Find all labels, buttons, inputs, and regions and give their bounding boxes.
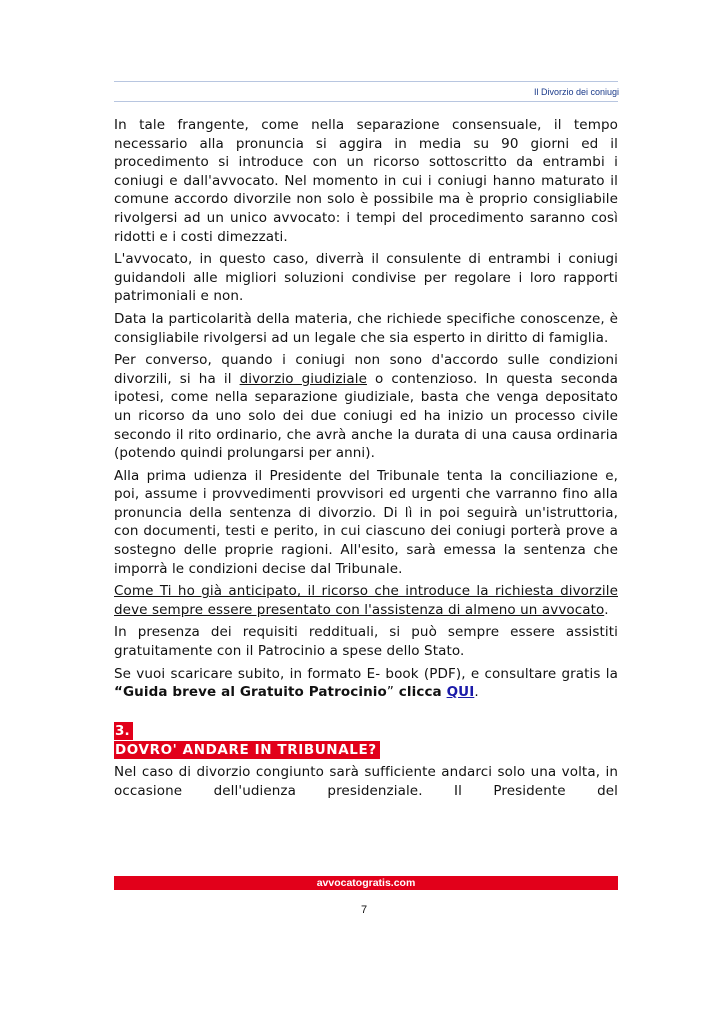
- quote-open: “: [114, 684, 123, 701]
- page-content: [114, 116, 618, 805]
- paragraph-8: [114, 665, 618, 702]
- paragraph-4-text-b: o contenzioso. In questa seconda ipotesi, come nella separazione giudiziale, basta che venga depositato un ricorso da uno solo dei due coniugi ed ha inizio un processo civile secondo il rito ordinario, che avrà anche la durata di una causa ordinaria (potendo quindi prolungarsi per anni).: [114, 370, 618, 462]
- paragraph-5: Alla prima udienza il Presidente del Tribunale tenta la conciliazione e, poi, assume i provvedimenti provvisori ed urgenti che varranno fino alla pronuncia della sentenza di divorzio. Di lì in poi seguirà un'istruttoria, con documenti, testi e perito, in cui ciascuno dei coniugi porterà prove a sostegno delle proprie ragioni. All'esito, sarà emessa la sentenza che imporrà le condizioni decise dal Tribunale.: [114, 467, 618, 577]
- divorzio-giudiziale-link[interactable]: divorzio giudiziale: [239, 370, 367, 387]
- paragraph-2: L'avvocato, in questo caso, diverrà il consulente di entrambi i coniugi guidandoli alle migliori soluzioni condivise per regolare i loro rapporti patrimoniali e non.: [114, 251, 618, 305]
- paragraph-6-end: .: [604, 601, 609, 618]
- section-number: 3.: [114, 722, 133, 740]
- running-header-title: Il Divorzio dei coniugi: [533, 87, 619, 97]
- paragraph-1: In tale frangente, come nella separazione consensuale, il tempo necessario alla pronuncia si aggira in media su 90 giorni ed il procedimento si introduce con un ricorso sottoscritto da entrambi i coniugi e dall'avvocato. Nel momento in cui i coniugi hanno maturato il comune accordo divorzile non solo è possibile ma è proprio consigliabile rivolgersi ad un unico avvocato: i tempi del procedimento saranno così ridotti e i costi dimezzati.: [114, 117, 618, 245]
- paragraph-8-text-a: Se vuoi scaricare subito, in formato E- book (PDF), e consultare gratis la: [114, 665, 618, 682]
- paragraph-4-text-a: Per converso, quando i coniugi non sono d'accordo sulle condizioni divorzili, si ha il: [114, 352, 618, 387]
- avvocato-assistance-link[interactable]: Come Ti ho già anticipato, il ricorso che introduce la richiesta divorzile deve sempre essere presentato con l'assistenza di almeno un avvocato: [114, 583, 618, 618]
- header-top-rule: [114, 81, 618, 82]
- paragraph-9: Nel caso di divorzio congiunto sarà sufficiente andarci solo una volta, in occasione dell'udienza presidenziale. Il Presidente del: [114, 764, 618, 799]
- paragraph-8-text-b: clicca: [394, 684, 447, 701]
- section-heading: [114, 722, 618, 764]
- download-guide-link[interactable]: QUI: [446, 684, 475, 701]
- section-title: DOVRO' ANDARE IN TRIBUNALE?: [114, 741, 380, 759]
- quote-close: ”: [386, 684, 394, 701]
- guide-title: Guida breve al Gratuito Patrocinio: [122, 684, 387, 701]
- paragraph-6: [114, 582, 618, 619]
- footer-bar: [114, 876, 618, 890]
- footer-site[interactable]: avvocatogratis.com: [316, 877, 416, 889]
- paragraph-4: [114, 351, 618, 463]
- header-bottom-rule: [114, 101, 618, 102]
- page-number: 7: [360, 904, 368, 916]
- paragraph-7: In presenza dei requisiti reddituali, si può sempre essere assistiti gratuitamente con il Patrocinio a spese dello Stato.: [114, 624, 618, 660]
- paragraph-8-end: .: [474, 684, 479, 701]
- paragraph-3: Data la particolarità della materia, che richiede specifiche conoscenze, è consigliabile rivolgersi ad un legale che sia esperto in diritto di famiglia.: [114, 310, 618, 346]
